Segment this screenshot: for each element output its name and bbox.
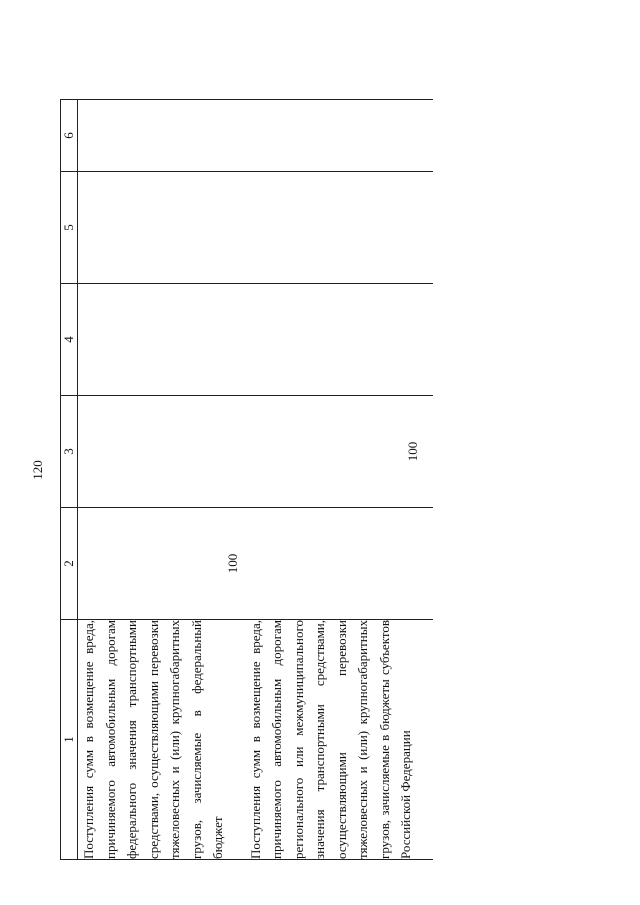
row-1-description: Поступления сумм в возмещение вреда, причиняемого автомобильным дорогам федерального значения транспортными средствами, осуществляющими перевозки тяжеловесных и (или) крупногабаритных грузов, зачисляемые в федеральный бюджет: [81, 620, 225, 859]
row-2-description: Поступления сумм в возмещение вреда, причиняемого автомобильным дорогам регионального или межмуниципального значения транспортными средствами, осуществляющими перевозки тяжеловесных и (или) крупногабаритных грузов, зачисляемые в бюджеты субъектов Российской Федерации: [247, 620, 413, 859]
column-header-5: 5: [61, 172, 78, 284]
table-row: [245, 100, 433, 860]
row-1-col-6-cell: [78, 100, 245, 172]
row-2-col-3-cell: [245, 396, 433, 508]
row-2-col-3-value: 100: [404, 441, 420, 462]
rotated-page: [30, 40, 550, 870]
column-header-6: 6: [61, 100, 78, 172]
table-header-row: [61, 100, 78, 860]
row-2-description-cell: [245, 620, 433, 860]
revenue-table: [60, 99, 433, 860]
row-2-col-2-cell: [245, 508, 433, 620]
column-header-3: 3: [61, 396, 78, 508]
table-row: [78, 100, 245, 860]
row-1-col-2-cell: [78, 508, 245, 620]
page-number: 120: [30, 460, 45, 480]
row-2-col-6-cell: [245, 100, 433, 172]
row-1-col-3-cell: [78, 396, 245, 508]
row-1-col-5-cell: [78, 172, 245, 284]
column-header-4: 4: [61, 284, 78, 396]
row-1-description-cell: [78, 620, 245, 860]
row-2-col-5-cell: [245, 172, 433, 284]
column-header-2: 2: [61, 508, 78, 620]
column-header-1: 1: [61, 620, 78, 860]
row-2-col-4-cell: [245, 284, 433, 396]
row-1-col-4-cell: [78, 284, 245, 396]
row-1-col-2-value: 100: [225, 553, 240, 574]
